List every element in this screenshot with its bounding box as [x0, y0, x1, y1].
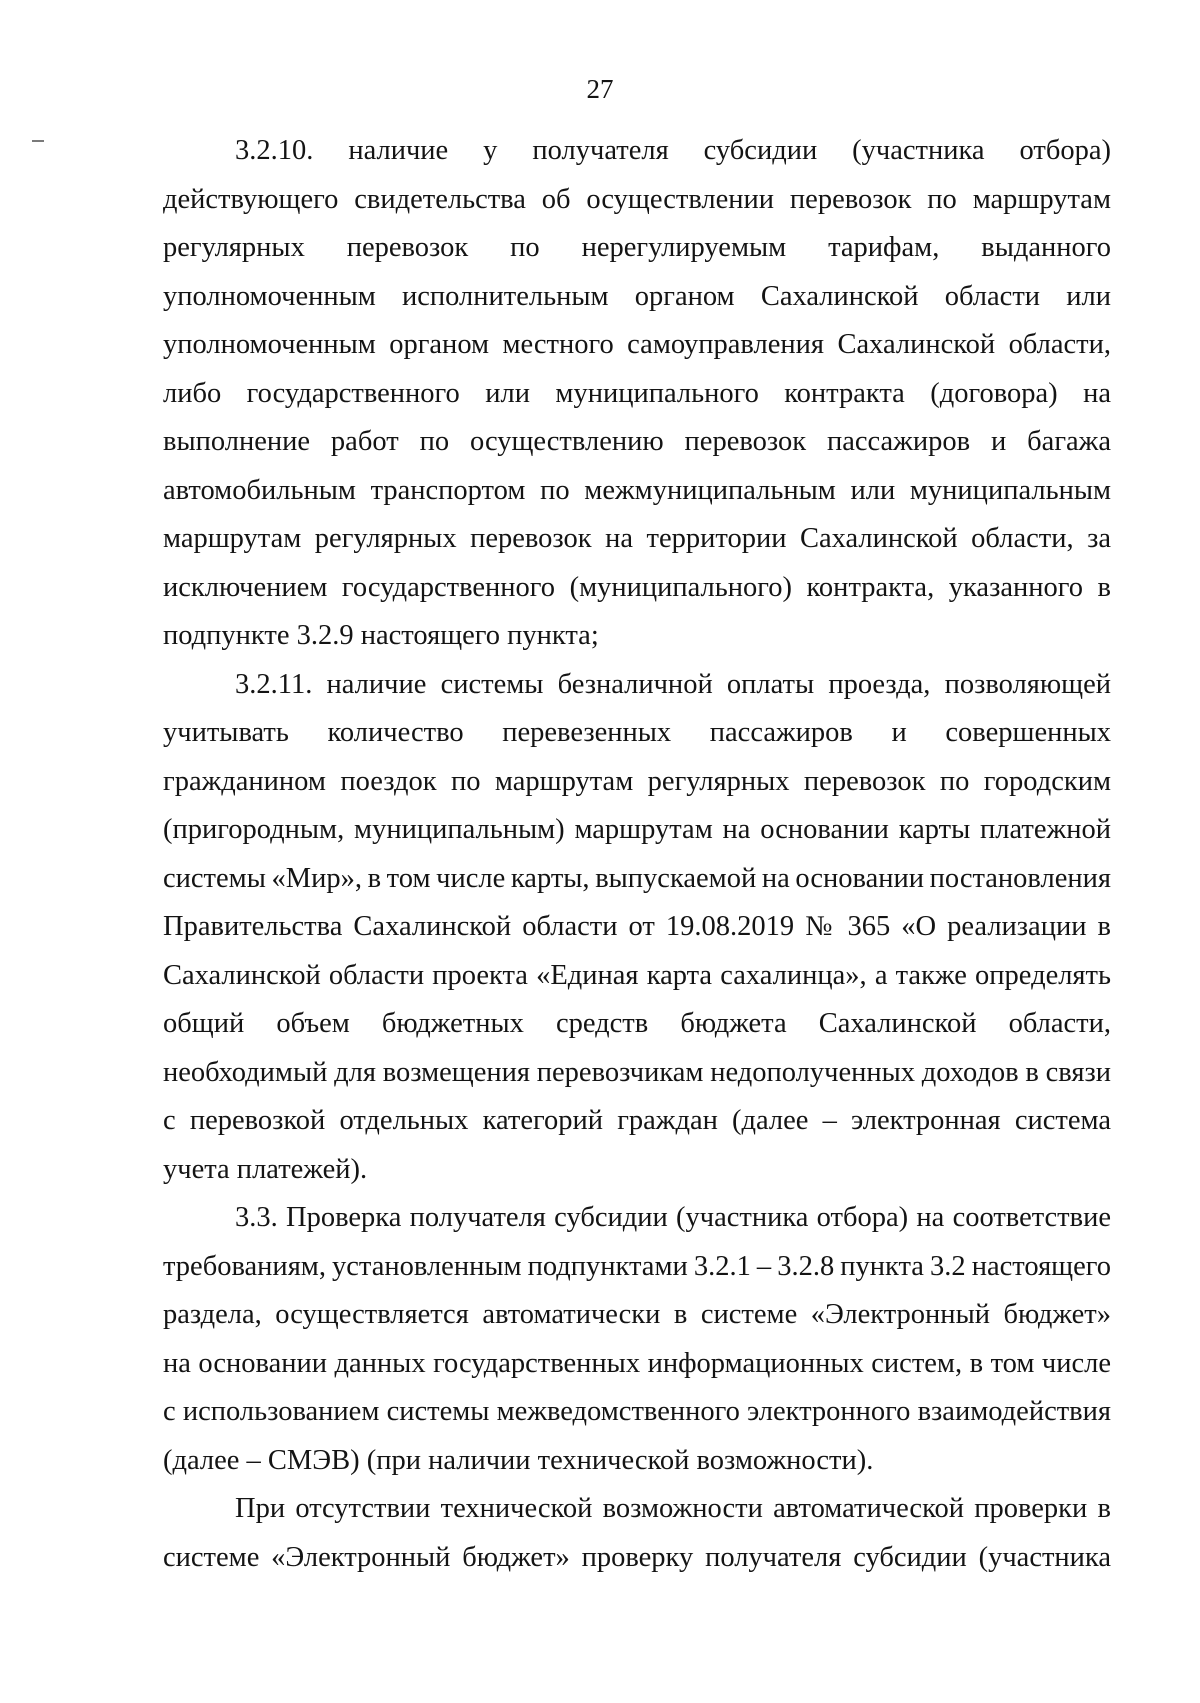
text-line: с использованием системы межведомственного электронного взаимодействия: [163, 1396, 1111, 1427]
text-line: При отсутствии технической возможности автоматической проверки в: [235, 1493, 1111, 1524]
text-line: гражданином поездок по маршрутам регулярных перевозок по городским: [163, 765, 1111, 797]
text-line: подпункте 3.2.9 настоящего пункта;: [163, 620, 599, 651]
text-line: исключением государственного (муниципального) контракта, указанного в: [163, 571, 1111, 603]
text-line: учитывать количество перевезенных пассажиров и совершенных: [163, 717, 1111, 748]
text-line: действующего свидетельства об осуществлении перевозок по маршрутам: [163, 183, 1111, 215]
text-line: уполномоченным органом местного самоуправления Сахалинской области,: [163, 329, 1111, 360]
text-line: 3.2.10. наличие у получателя субсидии (участника отбора): [235, 135, 1111, 166]
text-line: требованиям, установленным подпунктами 3.2.1 – 3.2.8 пункта 3.2 настоящего: [163, 1250, 1111, 1282]
scan-mark: [32, 140, 44, 142]
text-line: раздела, осуществляется автоматически в системе «Электронный бюджет»: [163, 1299, 1111, 1330]
text-line: на основании данных государственных информационных систем, в том числе: [163, 1347, 1111, 1379]
text-line: необходимый для возмещения перевозчикам недополученных доходов в связи: [163, 1056, 1111, 1088]
text-line: (далее – СМЭВ) (при наличии технической возможности).: [163, 1444, 874, 1476]
text-line: Правительства Сахалинской области от 19.08.2019 № 365 «О реализации в: [163, 911, 1111, 942]
text-line: уполномоченным исполнительным органом Сахалинской области или: [163, 280, 1111, 312]
paragraph-absence-of-technical-possibility: [163, 1485, 1111, 1582]
text-line: 3.2.11. наличие системы безналичной оплаты проезда, позволяющей: [235, 668, 1111, 700]
text-line: регулярных перевозок по нерегулируемым тарифам, выданного: [163, 232, 1111, 263]
text-line: выполнение работ по осуществлению перевозок пассажиров и багажа: [163, 426, 1111, 457]
document-body: [163, 127, 1111, 1582]
text-line: 3.3. Проверка получателя субсидии (участника отбора) на соответствие: [235, 1202, 1111, 1233]
paragraph-3-2-11: [163, 661, 1111, 1195]
paragraph-3-3: [163, 1194, 1111, 1485]
text-line: автомобильным транспортом по межмуниципальным или муниципальным: [163, 474, 1111, 506]
text-line: общий объем бюджетных средств бюджета Сахалинской области,: [163, 1008, 1111, 1039]
text-line: либо государственного или муниципального контракта (договора) на: [163, 377, 1111, 409]
paragraph-3-2-10: [163, 127, 1111, 661]
text-line: учета платежей).: [163, 1153, 368, 1185]
text-line: Сахалинской области проекта «Единая карта сахалинца», а также определять: [163, 959, 1111, 991]
page-number: 27: [586, 74, 614, 104]
text-line: с перевозкой отдельных категорий граждан (далее – электронная система: [163, 1105, 1111, 1136]
text-line: системы «Мир», в том числе карты, выпускаемой на основании постановления: [163, 862, 1111, 894]
text-line: маршрутам регулярных перевозок на территории Сахалинской области, за: [163, 523, 1111, 554]
text-line: системе «Электронный бюджет» проверку получателя субсидии (участника: [163, 1541, 1111, 1573]
text-line: (пригородным, муниципальным) маршрутам на основании карты платежной: [163, 814, 1111, 845]
